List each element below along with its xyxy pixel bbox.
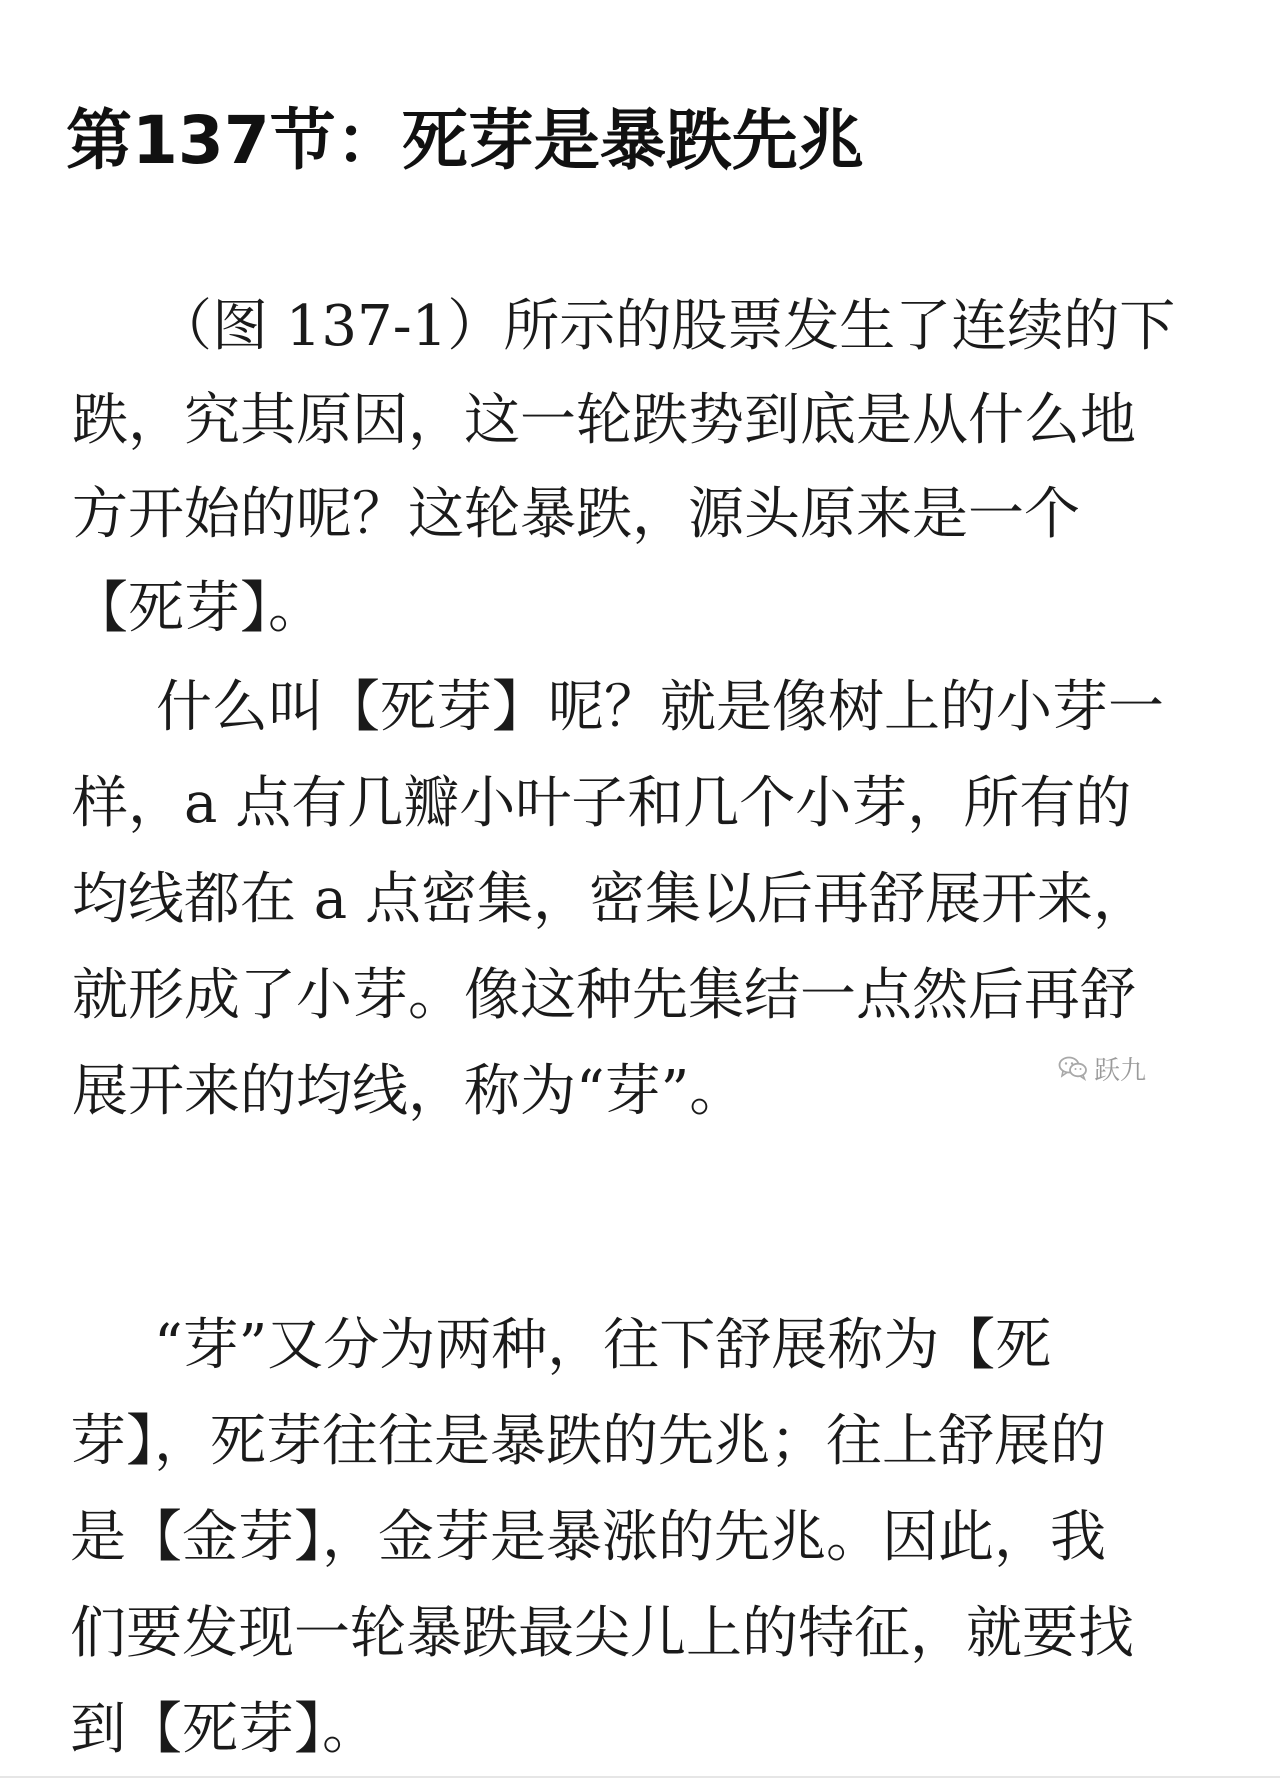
text-line: 均线都在 a 点密集，密集以后再舒展开来， [72, 867, 1149, 932]
wechat-logo-icon [1058, 1055, 1088, 1081]
text-line: “芽”又分为两种，往下舒展称为【死 [154, 1313, 1052, 1378]
text-line: 方开始的呢？这轮暴跌，源头原来是一个 [72, 482, 1080, 547]
text-line: 们要发现一轮暴跌最尖儿上的特征，就要找 [70, 1601, 1134, 1666]
text-line: 是【金芽】，金芽是暴涨的先兆。因此，我 [70, 1505, 1106, 1570]
text-line: 什么叫【死芽】呢？就是像树上的小芽一 [156, 675, 1164, 740]
paragraph-3 [70, 1298, 1200, 1778]
text-line: 跌，究其原因，这一轮跌势到底是从什么地 [72, 388, 1136, 453]
text-line: 【死芽】。 [72, 576, 324, 641]
page-title: 第137节：死芽是暴跌先兆 [66, 102, 864, 179]
bottom-divider [0, 1776, 1280, 1778]
watermark-text: 跃九 [1094, 1055, 1147, 1086]
text-line: 展开来的均线，称为“芽”。 [72, 1059, 746, 1124]
text-line: 芽】，死芽往往是暴跌的先兆；往上舒展的 [70, 1409, 1106, 1474]
text-line: （图 137-1）所示的股票发生了连续的下 [156, 294, 1176, 359]
text-line: 样，a 点有几瓣小叶子和几个小芽，所有的 [72, 771, 1132, 836]
text-line: 就形成了小芽。像这种先集结一点然后再舒 [72, 963, 1136, 1028]
text-line: 到【死芽】。 [70, 1697, 378, 1762]
watermark [1058, 1048, 1146, 1088]
paragraph-2 [72, 660, 1202, 1140]
paragraph-1 [72, 280, 1202, 656]
